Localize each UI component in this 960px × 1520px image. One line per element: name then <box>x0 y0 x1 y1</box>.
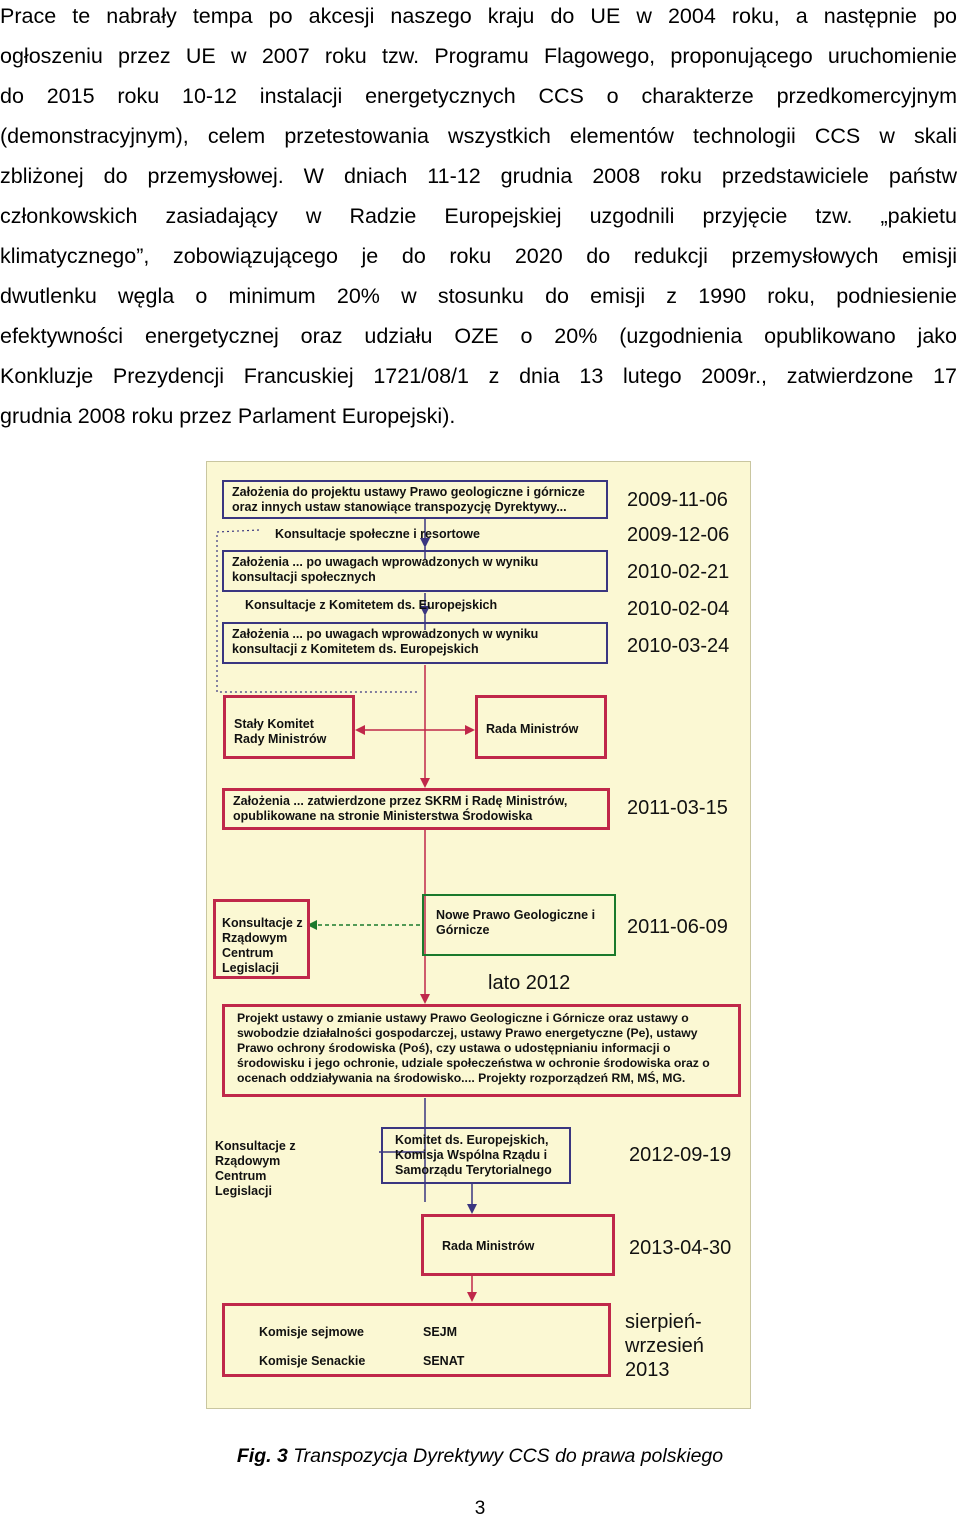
caption-label: Fig. 3 <box>236 1445 288 1467</box>
paragraph-line: członkowskich zasiadający w Radzie Europejskiej uzgodnili przyjęcie tzw. „pakietu <box>0 204 957 228</box>
step-box: Założenia ... po uwagach wprowadzonych w wyniku konsultacji z Komitetem ds. Europejskich <box>222 622 608 664</box>
paragraph-line: efektywności energetycznej oraz udziału OZE o 20% (uzgodnienia opublikowano jako <box>0 324 957 348</box>
page-number: 3 <box>474 1498 486 1519</box>
step-box: Rada Ministrów <box>475 695 607 759</box>
paragraph-line: klimatycznego”, zobowiązującego je do roku 2020 do redukcji przemysłowych emisji <box>0 244 957 268</box>
step-box: Założenia ... po uwagach wprowadzonych w wyniku konsultacji społecznych <box>222 550 608 592</box>
paragraph-line: Prace te nabrały tempa po akcesji naszego kraju do UE w 2004 roku, a następnie po <box>0 4 957 28</box>
date-label: 2012-09-19 <box>629 1144 732 1166</box>
step-label: Konsultacje z Komitetem ds. Europejskich <box>245 598 498 612</box>
date-label: lato 2012 <box>488 972 571 994</box>
paragraph-line: zbliżonej do przemysłowej. W dniach 11-12 grudnia 2008 roku przedstawiciele państw <box>0 164 957 188</box>
step-box: Komitet ds. Europejskich, Komisja Wspólna Rządu i Samorządu Terytorialnego <box>381 1127 571 1184</box>
step-box: Projekt ustawy o zmianie ustawy Prawo Geologiczne i Górnicze oraz ustawy o swobodzie działalności gospodarczej, ustawy Prawo energetyczne (Pe), ustawy Prawo ochrony środowiska (Poś), czy ustawa o udostępnianiu informacji o środowisku i jego ochronie, udziale społeczeństwa w ochronie środowiska oraz o ocenach oddziaływania na środowisko.... Projekty rozporządzeń RM, MŚ, MG. <box>222 1004 741 1097</box>
parliament-box <box>222 1303 611 1377</box>
step-label: Komisje Senackie <box>259 1354 366 1368</box>
step-box: Stały Komitet Rady Ministrów <box>223 695 355 759</box>
date-label: 2009-11-06 <box>627 489 728 511</box>
step-box: Konsultacje z Rządowym Centrum Legislacji <box>213 899 310 979</box>
date-label: 2011-06-09 <box>627 916 728 938</box>
paragraph-line: (demonstracyjnym), celem przetestowania wszystkich elementów technologii CCS w skali <box>0 124 957 148</box>
paragraph-line: grudnia 2008 roku przez Parlament Europejski). <box>0 404 456 428</box>
step-label: Konsultacje społeczne i resortowe <box>275 527 480 541</box>
date-label: 2011-03-15 <box>627 797 728 819</box>
date-label: sierpień- wrzesień 2013 <box>625 1311 704 1381</box>
date-label: 2010-02-04 <box>627 598 730 620</box>
date-label: 2009-12-06 <box>627 524 730 546</box>
date-label: 2010-03-24 <box>627 635 730 657</box>
step-box: Założenia ... zatwierdzone przez SKRM i Radę Ministrów, opublikowane na stronie Ministerstwa Środowiska <box>222 788 610 830</box>
paragraph-line: Konkluzje Prezydencji Francuskiej 1721/08/1 z dnia 13 lutego 2009r., zatwierdzone 17 <box>0 364 957 388</box>
step-box: Nowe Prawo Geologiczne i Górnicze <box>422 894 616 956</box>
paragraph-line: do 2015 roku 10-12 instalacji energetycznych CCS o charakterze przedkomercyjnym <box>0 84 957 108</box>
step-box: Rada Ministrów <box>421 1214 615 1276</box>
step-label: SENAT <box>423 1354 465 1368</box>
flowchart-figure <box>206 461 751 1409</box>
paragraph-line: dwutlenku węgla o minimum 20% w stosunku do emisji z 1990 roku, podniesienie <box>0 284 957 308</box>
step-label: SEJM <box>423 1325 458 1339</box>
step-box: Założenia do projektu ustawy Prawo geologiczne i górnicze oraz innych ustaw stanowiące transpozycję Dyrektywy... <box>222 480 608 519</box>
caption-text: Transpozycja Dyrektywy CCS do prawa polskiego <box>287 1445 724 1467</box>
date-label: 2010-02-21 <box>627 561 730 583</box>
figure-caption <box>0 1445 960 1468</box>
step-box: Konsultacje z Rządowym Centrum Legislacji <box>215 1139 296 1198</box>
step-label: Komisje sejmowe <box>259 1325 364 1339</box>
date-label: 2013-04-30 <box>629 1237 732 1259</box>
paragraph-line: ogłoszeniu przez UE w 2007 roku tzw. Programu Flagowego, proponującego uruchomienie <box>0 44 957 68</box>
